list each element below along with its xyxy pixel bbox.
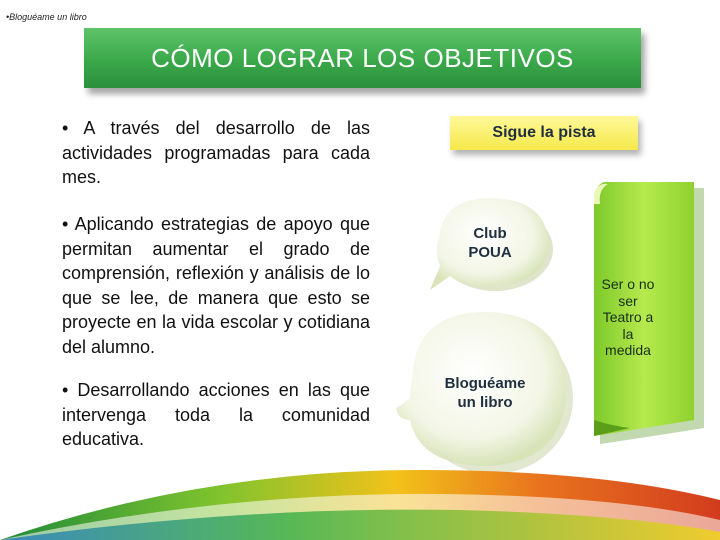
page-title: CÓMO LOGRAR LOS OBJETIVOS	[151, 42, 574, 73]
un-libro-line: un libro	[457, 394, 513, 411]
scroll-text: Ser o no ser Teatro a la medida	[601, 276, 655, 358]
bloguea-bubble-label	[428, 374, 542, 412]
title-banner	[84, 28, 641, 88]
bullet-2: • Aplicando estrategias de apoyo que permitan aumentar el grado de comprensión, reflexión y análisis de lo que se lee, de manera que esto se proyecte en la vida escolar y cotidiana del alumno.	[62, 214, 370, 357]
sigue-la-pista-badge	[450, 116, 638, 150]
poua-line: POUA	[468, 244, 512, 261]
bullet-3: • Desarrollando acciones en las que intervenga toda la comunidad educativa.	[62, 380, 370, 449]
pill-label: Sigue la pista	[492, 124, 596, 141]
corner-note: •Bloguéame un libro	[6, 12, 87, 22]
bloguea-line: Bloguéame	[444, 375, 526, 392]
bullet-1: • A través del desarrollo de las actividades programadas para cada mes.	[62, 118, 370, 187]
club-bubble-label	[452, 224, 528, 262]
bottom-swoosh	[0, 470, 720, 540]
club-line: Club	[473, 225, 507, 242]
